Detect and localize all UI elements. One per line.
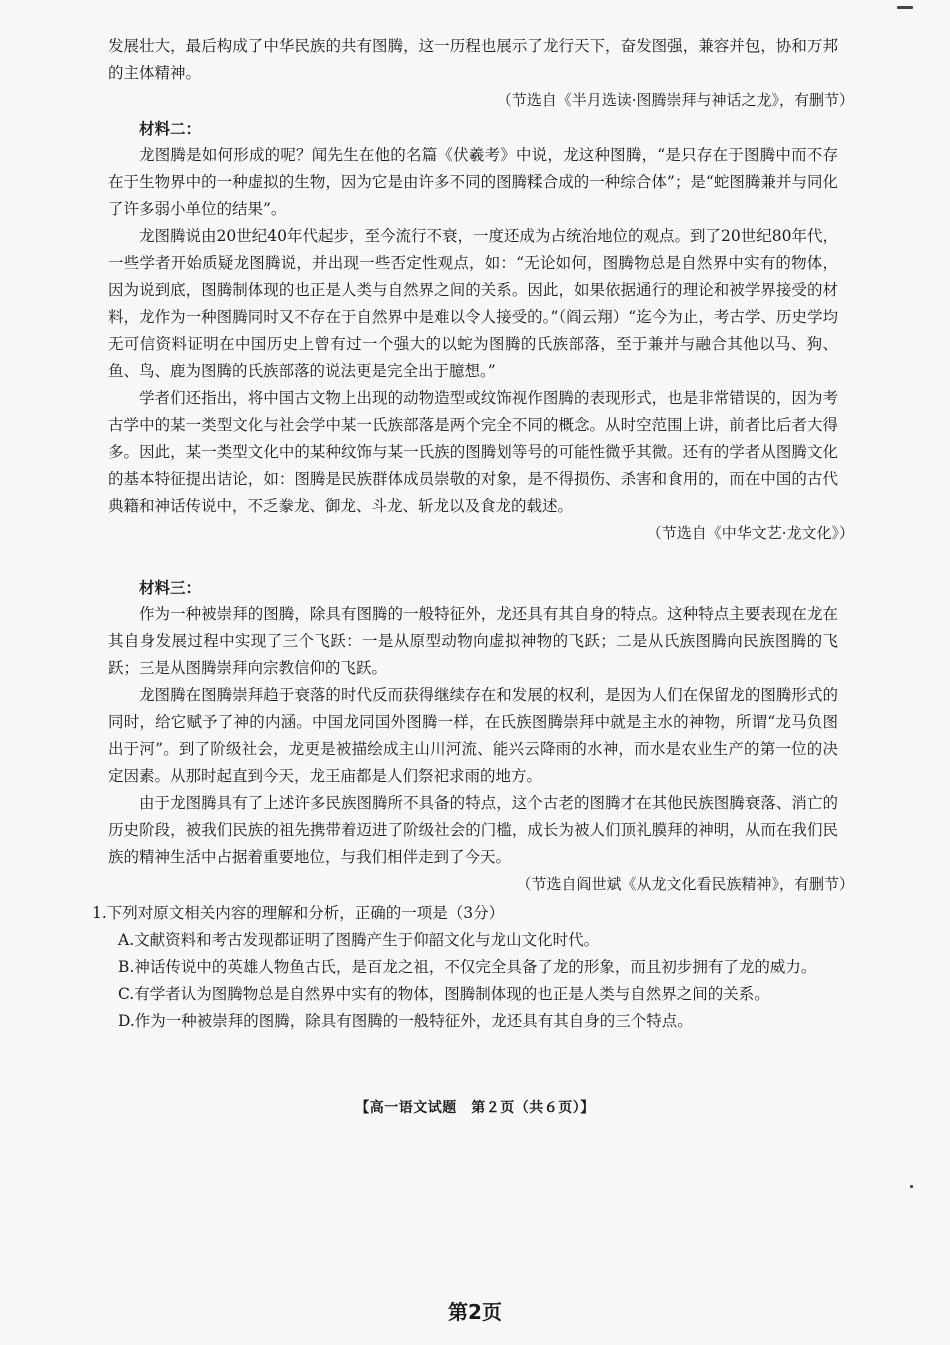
material3 [108,574,854,898]
option-c: C.有学者认为图腾物总是自然界中实有的物体，图腾制体现的也正是人类与自然界之间的关系。 [118,985,770,1003]
material3-paragraph: 作为一种被崇拜的图腾，除具有图腾的一般特征外，龙还具有其自身的特点。这种特点主要表现在龙在其自身发展过程中实现了三个飞跃：一是从原型动物向虚拟神物的飞跃；二是从氏族图腾向民族图腾的飞跃；三是从图腾崇拜向宗教信仰的飞跃。 [108,605,838,677]
question-stem: 1.下列对原文相关内容的理解和分析，正确的一项是（3分） [92,904,505,922]
page-number: 第2页 [448,1300,502,1324]
exam-footer: 【高一语文试题 第２页（共６页）】 [355,1100,595,1116]
material2-paragraph: 龙图腾是如何形成的呢？闻先生在他的名篇《伏羲考》中说，龙这种图腾，“是只存在于图腾中而不存在于生物界中的一种虚拟的生物，因为它是由许多不同的图腾糅合成的一种综合体”；是“蛇图腾兼并与同化了许多弱小单位的结果”。 [108,146,838,218]
option-a: A.文献资料和考古发现都证明了图腾产生于仰韶文化与龙山文化时代。 [118,931,600,949]
continuation-paragraph: 发展壮大，最后构成了中华民族的共有图腾，这一历程也展示了龙行天下，奋发图强，兼容并包，协和万邦的主体精神。 [108,37,838,82]
material2-paragraph: 龙图腾说由20世纪40年代起步，至今流行不衰，一度还成为占统治地位的观点。到了20世纪80年代，一些学者开始质疑龙图腾说，并出现一些否定性观点，如：“无论如何，图腾物总是自然界中实有的物体，因为说到底，图腾制体现的也正是人类与自然界之间的关系。因此，如果依据通行的理论和被学界接受的材料，龙作为一种图腾同时又不存在于自然界中是难以令人接受的。”（阎云翔）“迄今为止，考古学、历史学均无可信资料证明在中国历史上曾有过一个强大的以蛇为图腾的氏族部落，至于兼并与融合其他以马、狗、鱼、鸟、鹿为图腾的氏族部落的说法更是完全出于臆想。” [108,227,838,380]
material2-heading: 材料二： [139,119,202,138]
material1-tail [108,33,854,114]
scan-speck [910,1185,913,1188]
material3-paragraph: 由于龙图腾具有了上述许多民族图腾所不具备的特点，这个古老的图腾才在其他民族图腾衰落、消亡的历史阶段，被我们民族的祖先携带着迈进了阶级社会的门槛，成长为被人们顶礼膜拜的神明，从而在我们民族的精神生活中占据着重要地位，与我们相伴走到了今天。 [108,794,838,866]
scan-speck [897,6,913,9]
source-citation: （节选自《半月选读·图腾崇拜与神话之龙》，有删节） [496,91,854,109]
option-b: B.神话传说中的英雄人物鱼古氏，是百龙之祖，不仅完全具备了龙的形象，而且初步拥有了龙的威力。 [118,958,817,976]
material2-paragraph: 学者们还指出，将中国古文物上出现的动物造型或纹饰视作图腾的表现形式，也是非常错误的，因为考古学中的某一类型文化与社会学中某一氏族部落是两个完全不同的概念。从时空范围上讲，前者比后者大得多。因此，某一类型文化中的某种纹饰与某一氏族的图腾划等号的可能性微乎其微。还有的学者从图腾文化的基本特征提出诘论，如：图腾是民族群体成员崇敬的对象，是不得损伤、杀害和食用的，而在中国的古代典籍和神话传说中，不乏豢龙、御龙、斗龙、斩龙以及食龙的载述。 [108,389,838,515]
material3-heading: 材料三： [139,578,202,597]
material3-paragraph: 龙图腾在图腾崇拜趋于衰落的时代反而获得继续存在和发展的权利，是因为人们在保留龙的图腾形式的同时，给它赋予了神的内涵。中国龙同国外图腾一样，在氏族图腾崇拜中就是主水的神物，所谓“龙马负图出于河”。到了阶级社会，龙更是被描绘成主山川河流、能兴云降雨的水神，而水是农业生产的第一位的决定因素。从那时起直到今天，龙王庙都是人们祭祀求雨的地方。 [108,686,838,785]
material2 [108,115,854,547]
source-citation: （节选自《中华文艺·龙文化》） [646,524,854,542]
option-d: D.作为一种被崇拜的图腾，除具有图腾的一般特征外，龙还具有其自身的三个特点。 [118,1012,693,1030]
source-citation: （节选自阎世斌《从龙文化看民族精神》，有删节） [516,875,854,893]
question-1 [92,900,844,1035]
